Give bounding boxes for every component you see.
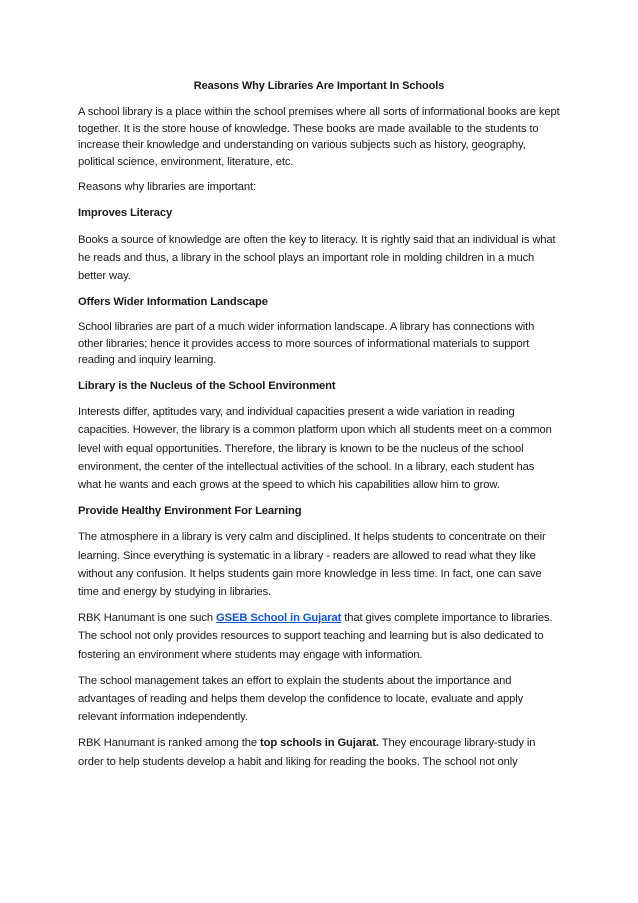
rbk-paragraph (78, 609, 560, 664)
reasons-lead-paragraph: Reasons why libraries are important: (78, 181, 256, 194)
section-heading-information-landscape: Offers Wider Information Landscape (78, 296, 268, 309)
rbk-text-after-period: The school not only provides resources to support teaching and learning but is also dedicated to fostering an environment where students may engage with information. (78, 630, 544, 661)
intro-paragraph: A school library is a place within the school premises where all sorts of informational books are kept together. It is the store house of knowledge. These books are made available to the students to increase their knowledge and understanding on various subjects such as history, geography, political science, environment, literature, etc. (78, 106, 560, 168)
section-body-improves-literacy: Books a source of knowledge are often the key to literacy. It is rightly said that an individual is what he reads and thus, a library in the school plays an important role in molding children in a much better way. (78, 233, 556, 283)
gseb-school-link[interactable]: GSEB School in Gujarat (216, 612, 342, 625)
ranked-text-before-bold: RBK Hanumant is ranked among the (78, 737, 261, 750)
section-body-information-landscape: School libraries are part of a much wider information landscape. A library has connections with other libraries; hence it provides access to more sources of informational materials to support reading and inquiry learning. (78, 321, 535, 367)
ranked-text-after-bold: They encourage library-study in order to help students develop a habit and liking for reading the books. The school not only (78, 737, 536, 768)
top-schools-bold-text: top schools in Gujarat. (260, 737, 379, 750)
rbk-text-after-link: that gives complete importance to libraries. (341, 612, 553, 625)
section-heading-nucleus: Library is the Nucleus of the School Environment (78, 379, 336, 392)
rbk-text-before-link: RBK Hanumant is one such (78, 612, 217, 625)
document-title: Reasons Why Libraries Are Important In Schools (193, 80, 445, 92)
section-heading-improves-literacy: Improves Literacy (78, 207, 173, 220)
ranked-paragraph (78, 734, 560, 770)
section-body-healthy-environment: The atmosphere in a library is very calm and disciplined. It helps students to concentrate on their learning. Since everything is systematic in a library - readers are allowed to read what they like without any confusion. It helps students gain more knowledge in less time. In fact, one can save time and energy by studying in libraries. (78, 531, 546, 598)
management-paragraph: The school management takes an effort to explain the students about the importance and advantages of reading and helps them develop the confidence to locate, evaluate and apply relevant information independently. (78, 674, 524, 724)
section-body-nucleus: Interests differ, aptitudes vary, and individual capacities present a wide variation in reading capacities. However, the library is a common platform upon which all students meet on a common level with equal opportunities. Therefore, the library is known to be the nucleus of the school environment, the center of the intellectual activities of the school. In a library, each student has what he wants and each grows at the speed to which his capabilities allow him to grow. (78, 406, 552, 491)
section-heading-healthy-environment: Provide Healthy Environment For Learning (78, 505, 302, 518)
